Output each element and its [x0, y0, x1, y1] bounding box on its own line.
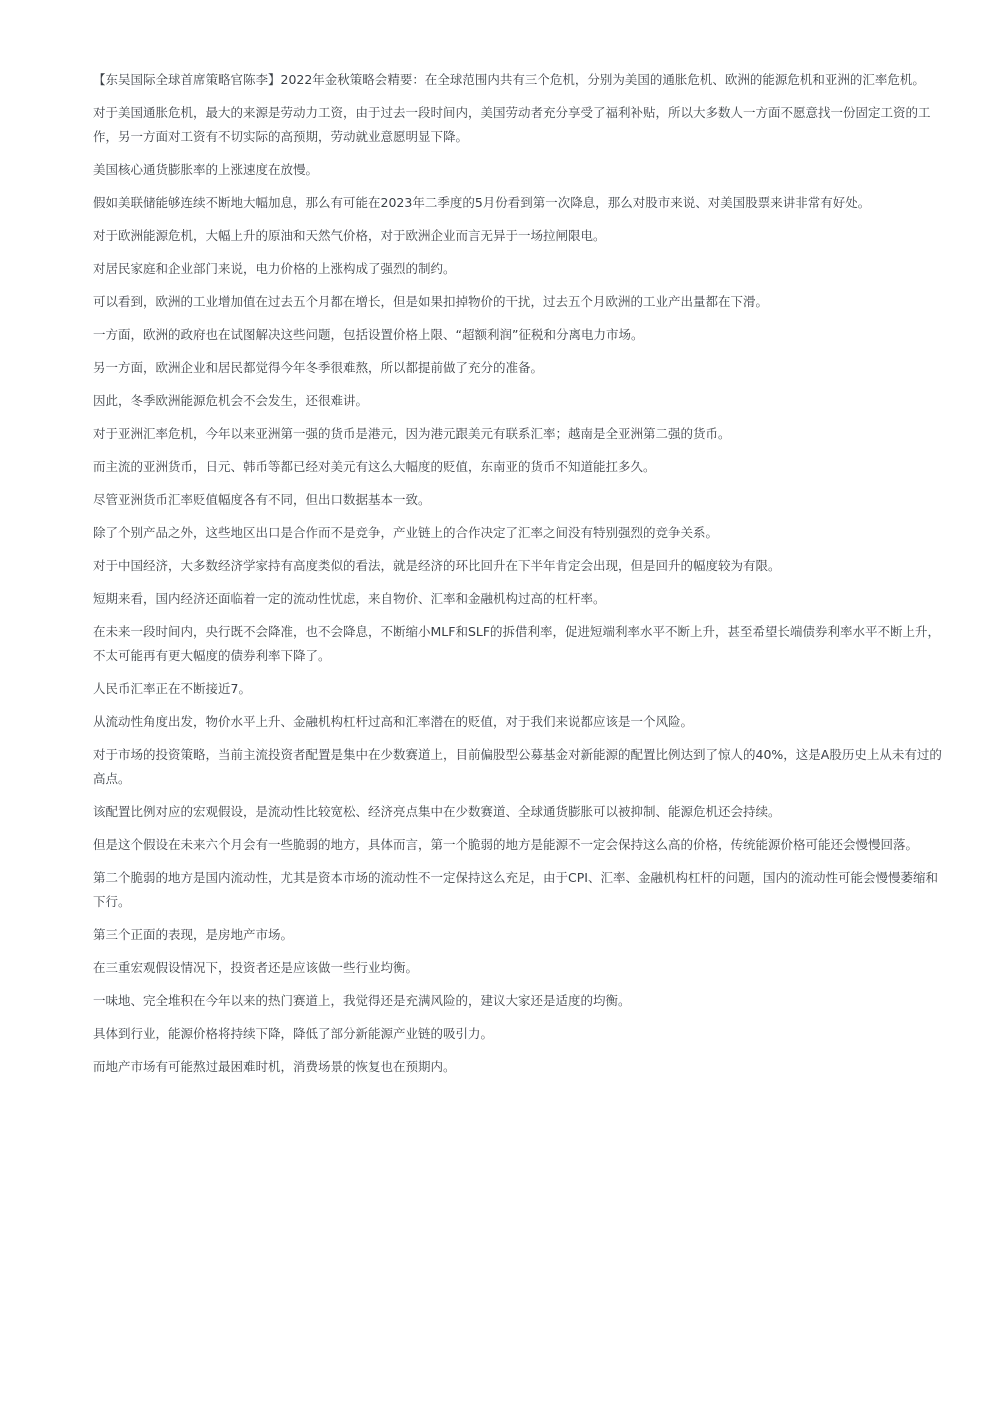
paragraph: 但是这个假设在未来六个月会有一些脆弱的地方，具体而言，第一个脆弱的地方是能源不一定会保持这么高的价格，传统能源价格可能还会慢慢回落。 — [93, 837, 919, 852]
paragraph: 在未来一段时间内，央行既不会降准，也不会降息，不断缩小MLF和SLF的拆借利率，促进短端利率水平不断上升，甚至希望长端债券利率水平不断上升，不太可能再有更大幅度的债券利率下降了。 — [93, 624, 941, 663]
paragraph: 因此，冬季欧洲能源危机会不会发生，还很难讲。 — [93, 393, 369, 408]
paragraph: 对于美国通胀危机，最大的来源是劳动力工资，由于过去一段时间内，美国劳动者充分享受了福利补贴，所以大多数人一方面不愿意找一份固定工资的工作，另一方面对工资有不切实际的高预期，劳动就业意愿明显下降。 — [93, 105, 931, 144]
paragraph: 可以看到，欧洲的工业增加值在过去五个月都在增长，但是如果扣掉物价的干扰，过去五个月欧洲的工业产出量都在下滑。 — [93, 294, 769, 309]
paragraph: 【东吴国际全球首席策略官陈李】2022年金秋策略会精要：在全球范围内共有三个危机，分别为美国的通胀危机、欧洲的能源危机和亚洲的汇率危机。 — [93, 72, 925, 87]
paragraph: 对于中国经济，大多数经济学家持有高度类似的看法，就是经济的环比回升在下半年肯定会出现，但是回升的幅度较为有限。 — [93, 558, 781, 573]
paragraph: 尽管亚洲货币汇率贬值幅度各有不同，但出口数据基本一致。 — [93, 492, 431, 507]
paragraph: 对于亚洲汇率危机，今年以来亚洲第一强的货币是港元，因为港元跟美元有联系汇率；越南是全亚洲第二强的货币。 — [93, 426, 731, 441]
paragraph: 第二个脆弱的地方是国内流动性，尤其是资本市场的流动性不一定保持这么充足，由于CPI、汇率、金融机构杠杆的问题，国内的流动性可能会慢慢萎缩和下行。 — [93, 870, 938, 909]
paragraph: 而主流的亚洲货币，日元、韩币等都已经对美元有这么大幅度的贬值，东南亚的货币不知道能扛多久。 — [93, 459, 656, 474]
paragraph: 对于欧洲能源危机，大幅上升的原油和天然气价格，对于欧洲企业而言无异于一场拉闸限电。 — [93, 228, 606, 243]
paragraph: 一方面，欧洲的政府也在试图解决这些问题，包括设置价格上限、“超额利润”征税和分离电力市场。 — [93, 327, 644, 342]
paragraph: 美国核心通货膨胀率的上涨速度在放慢。 — [93, 162, 319, 177]
paragraph: 人民币汇率正在不断接近7。 — [93, 681, 251, 696]
paragraph: 除了个别产品之外，这些地区出口是合作而不是竞争，产业链上的合作决定了汇率之间没有特别强烈的竞争关系。 — [93, 525, 719, 540]
paragraph: 具体到行业，能源价格将持续下降，降低了部分新能源产业链的吸引力。 — [93, 1026, 494, 1041]
paragraph: 而地产市场有可能熬过最困难时机，消费场景的恢复也在预期内。 — [93, 1059, 456, 1074]
document-body — [93, 68, 943, 1088]
paragraph: 第三个正面的表现，是房地产市场。 — [93, 927, 294, 942]
paragraph: 一味地、完全堆积在今年以来的热门赛道上，我觉得还是充满风险的，建议大家还是适度的均衡。 — [93, 993, 631, 1008]
paragraph: 对于市场的投资策略，当前主流投资者配置是集中在少数赛道上，目前偏股型公募基金对新能源的配置比例达到了惊人的40%，这是A股历史上从未有过的高点。 — [93, 747, 942, 786]
paragraph: 另一方面，欧洲企业和居民都觉得今年冬季很难熬，所以都提前做了充分的准备。 — [93, 360, 544, 375]
paragraph: 该配置比例对应的宏观假设，是流动性比较宽松、经济亮点集中在少数赛道、全球通货膨胀可以被抑制、能源危机还会持续。 — [93, 804, 781, 819]
paragraph: 从流动性角度出发，物价水平上升、金融机构杠杆过高和汇率潜在的贬值，对于我们来说都应该是一个风险。 — [93, 714, 694, 729]
paragraph: 短期来看，国内经济还面临着一定的流动性忧虑，来自物价、汇率和金融机构过高的杠杆率。 — [93, 591, 606, 606]
paragraph: 假如美联储能够连续不断地大幅加息，那么有可能在2023年二季度的5月份看到第一次降息，那么对股市来说、对美国股票来讲非常有好处。 — [93, 195, 871, 210]
paragraph: 对居民家庭和企业部门来说，电力价格的上涨构成了强烈的制约。 — [93, 261, 456, 276]
paragraph: 在三重宏观假设情况下，投资者还是应该做一些行业均衡。 — [93, 960, 419, 975]
